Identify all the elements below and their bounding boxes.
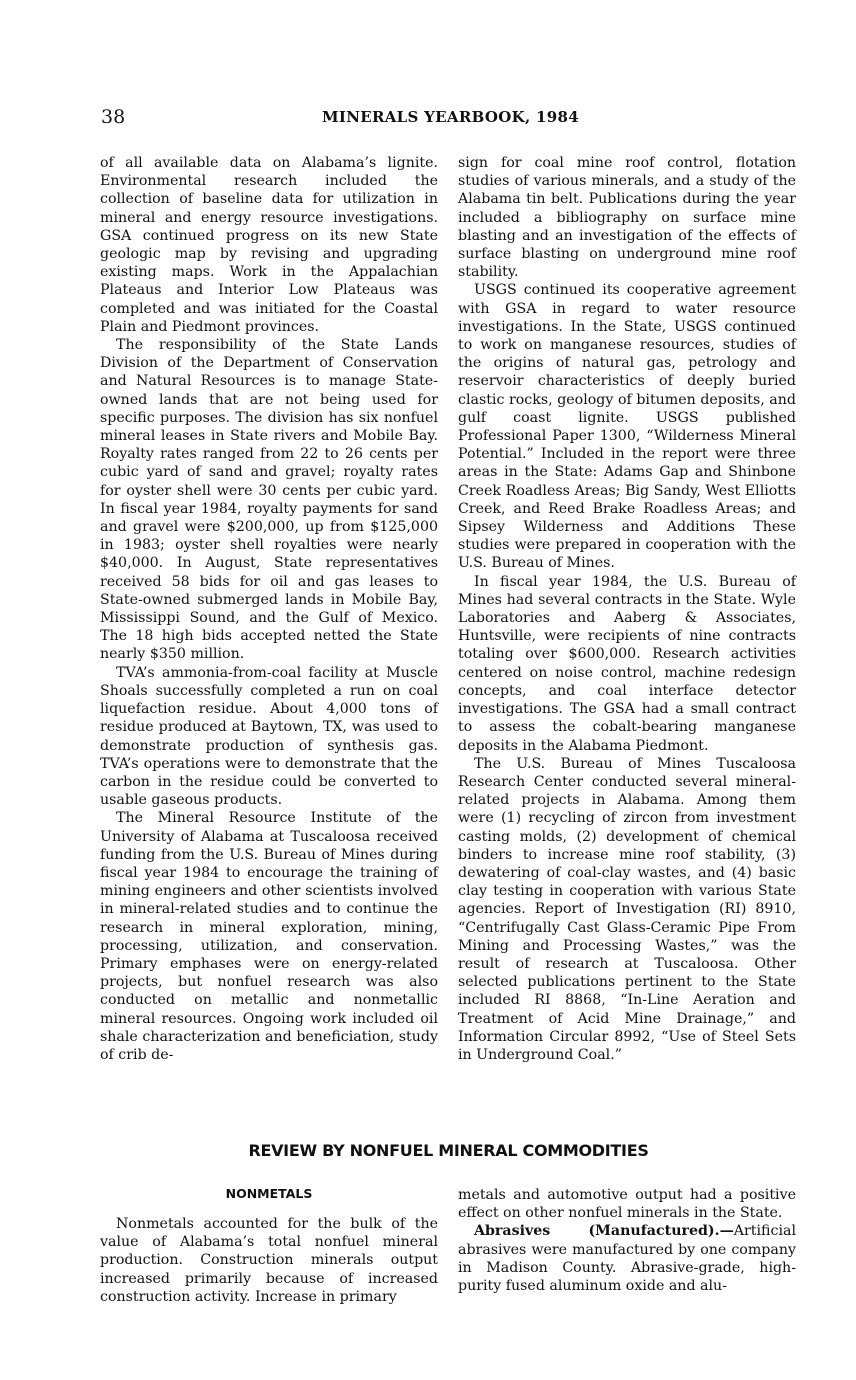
paragraph: The U.S. Bureau of Mines Tuscaloosa Research Center conducted several mineral-related projects in Alabama. Among them were (1) recycling of zircon from investment casting molds, (2) development of chemical binders to increase mine roof stability, (3) dewatering of coal-clay wastes, and (4) basic clay testing in cooperation with various State agencies. Report of Investigation (RI) 8910, “Centrifugally Cast Glass-Ceramic Pipe From Mining and Processing Wastes,” was the result of research at Tuscaloosa. Other selected publications pertinent to the State included RI 8868, “In-Line Aeration and Treatment of Acid Mine Drainage,” and Information Circular 8992, “Use of Steel Sets in Underground Coal.”	[458, 755, 796, 1063]
running-head: MINERALS YEARBOOK, 1984	[322, 108, 579, 126]
section-right-column	[458, 1186, 796, 1295]
page-number: 38	[101, 106, 126, 128]
run-in-heading: Abrasives (Manufactured).	[474, 1223, 720, 1240]
section-left-column	[100, 1215, 438, 1306]
section-heading: REVIEW BY NONFUEL MINERAL COMMODITIES	[248, 1141, 649, 1160]
paragraph: USGS continued its cooperative agreement with GSA in regard to water resource investigations. In the State, USGS continued to work on manganese resources, studies of the origins of natural gas, petrology and reservoir characteristics of deeply buried clastic rocks, geology of bitumen deposits, and gulf coast lignite. USGS published Professional Paper 1300, “Wilderness Mineral Potential.” Included in the report were three areas in the State: Adams Gap and Shinbone Creek Roadless Areas; Big Sandy, West Elliotts Creek, and Reed Brake Roadless Areas; and Sipsey Wilderness and Additions These studies were prepared in cooperation with the U.S. Bureau of Mines.	[458, 282, 796, 572]
paragraph: Nonmetals accounted for the bulk of the value of Alabama’s total nonfuel mineral production. Construction minerals output increased primarily because of increased construction activity. Increase in primary	[100, 1216, 438, 1305]
left-column	[100, 154, 438, 1064]
right-column	[458, 154, 796, 1064]
paragraph: of all available data on Alabama’s lignite. Environmental research included the collection of baseline data for utilization in mineral and energy resource investigations. GSA continued progress on its new State geologic map by revising and upgrading existing maps. Work in the Appalachian Plateaus and Interior Low Plateaus was completed and was initiated for the Coastal Plain and Piedmont provinces.	[100, 155, 438, 335]
paragraph: The Mineral Resource Institute of the University of Alabama at Tuscaloosa received funding from the U.S. Bureau of Mines during fiscal year 1984 to encourage the training of mining engineers and other scientists involved in mineral-related studies and to continue the research in mineral exploration, mining, processing, utilization, and conservation. Primary emphases were on energy-related projects, but nonfuel research was also conducted on metallic and nonmetallic mineral resources. Ongoing work included oil shale characterization and beneficiation, study of crib de-	[100, 810, 438, 1063]
paragraph: The responsibility of the State Lands Division of the Department of Conservation and Natural Resources is to manage State-owned lands that are not being used for specific purposes. The division has six nonfuel mineral leases in State rivers and Mobile Bay. Royalty rates ranged from 22 to 26 cents per cubic yard of sand and gravel; royalty rates for oyster shell were 30 cents per cubic yard. In fiscal year 1984, royalty payments for sand and gravel were $200,000, up from $125,000 in 1983; oyster shell royalties were nearly $40,000. In August, State representatives received 58 bids for oil and gas leases to State-owned submerged lands in Mobile Bay, Mississippi Sound, and the Gulf of Mexico. The 18 high bids accepted netted the State nearly $350 million.	[100, 337, 438, 663]
subsection-heading: NONMETALS	[225, 1186, 313, 1201]
paragraph-body: Artificial abrasives were manufactured by one company in Madison County. Abrasive-grade, high-purity fused aluminum oxide and alu-	[458, 1223, 796, 1295]
paragraph-abrasives	[458, 1222, 796, 1295]
paragraph: In fiscal year 1984, the U.S. Bureau of Mines had several contracts in the State. Wyle Laboratories and Aaberg & Associates, Huntsville, were recipients of nine contracts totaling over $600,000. Research activities centered on noise control, machine redesign concepts, and coal interface detector investigations. The GSA had a small contract to assess the cobalt-bearing manganese deposits in the Alabama Piedmont.	[458, 573, 796, 754]
paragraph: TVA’s ammonia-from-coal facility at Muscle Shoals successfully completed a run on coal liquefaction residue. About 4,000 tons of residue produced at Baytown, TX, was used to demonstrate production of synthesis gas. TVA’s operations were to demonstrate that the carbon in the residue could be converted to usable gaseous products.	[100, 664, 438, 809]
paragraph: sign for coal mine roof control, flotation studies of various minerals, and a study of the Alabama tin belt. Publications during the year included a bibliography on surface mine blasting and an investigation of the effects of surface blasting on underground mine roof stability.	[458, 155, 796, 281]
em-dash: —	[719, 1223, 734, 1240]
paragraph: metals and automotive output had a positive effect on other nonfuel minerals in the State.	[458, 1187, 796, 1222]
